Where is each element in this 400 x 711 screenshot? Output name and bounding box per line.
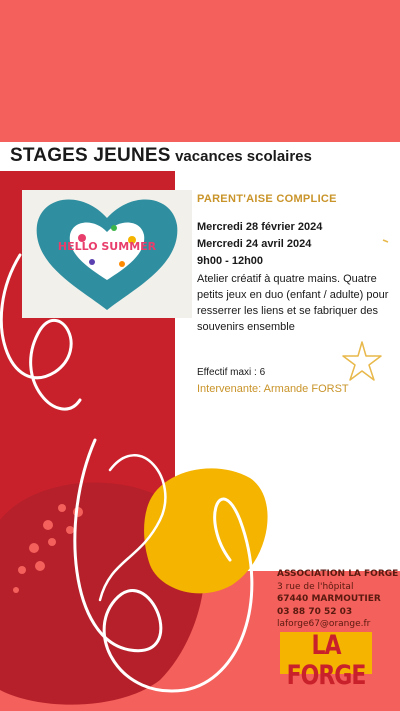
logo-text: LA FORGE — [286, 631, 366, 691]
time-range: 9h00 - 12h00 — [197, 255, 264, 267]
phone: 03 88 70 52 03 — [277, 606, 353, 617]
top-band — [0, 0, 400, 142]
date-2: Mercredi 24 avril 2024 — [197, 238, 312, 250]
la-forge-logo — [280, 631, 372, 691]
association-name: ASSOCIATION LA FORGE — [277, 569, 399, 579]
speaker: Intervenante: Armande FORST — [197, 383, 349, 395]
event-info — [197, 193, 392, 335]
section-title: PARENT'AISE COMPLICE — [197, 193, 337, 205]
date-1: Mercredi 28 février 2024 — [197, 221, 323, 233]
heart-caption: HELLO SUMMER — [57, 240, 157, 253]
photo-heart — [22, 190, 192, 318]
address-line-1: 3 rue de l'hôpital — [277, 581, 354, 592]
title-sub: vacances scolaires — [175, 148, 312, 165]
email: laforge67@orange.fr — [277, 619, 371, 629]
capacity: Effectif maxi : 6 — [197, 367, 266, 378]
association-info — [277, 568, 398, 631]
heart-artwork — [22, 190, 192, 318]
page-title — [10, 145, 312, 167]
address-line-2: 67440 MARMOUTIER — [277, 594, 381, 604]
title-main: STAGES JEUNES — [10, 145, 171, 166]
description: Atelier créatif à quatre mains. Quatre petits jeux en duo (enfant / adulte) pour resserrer les liens et se fabriquer des souvenirs ensemble — [197, 273, 389, 333]
